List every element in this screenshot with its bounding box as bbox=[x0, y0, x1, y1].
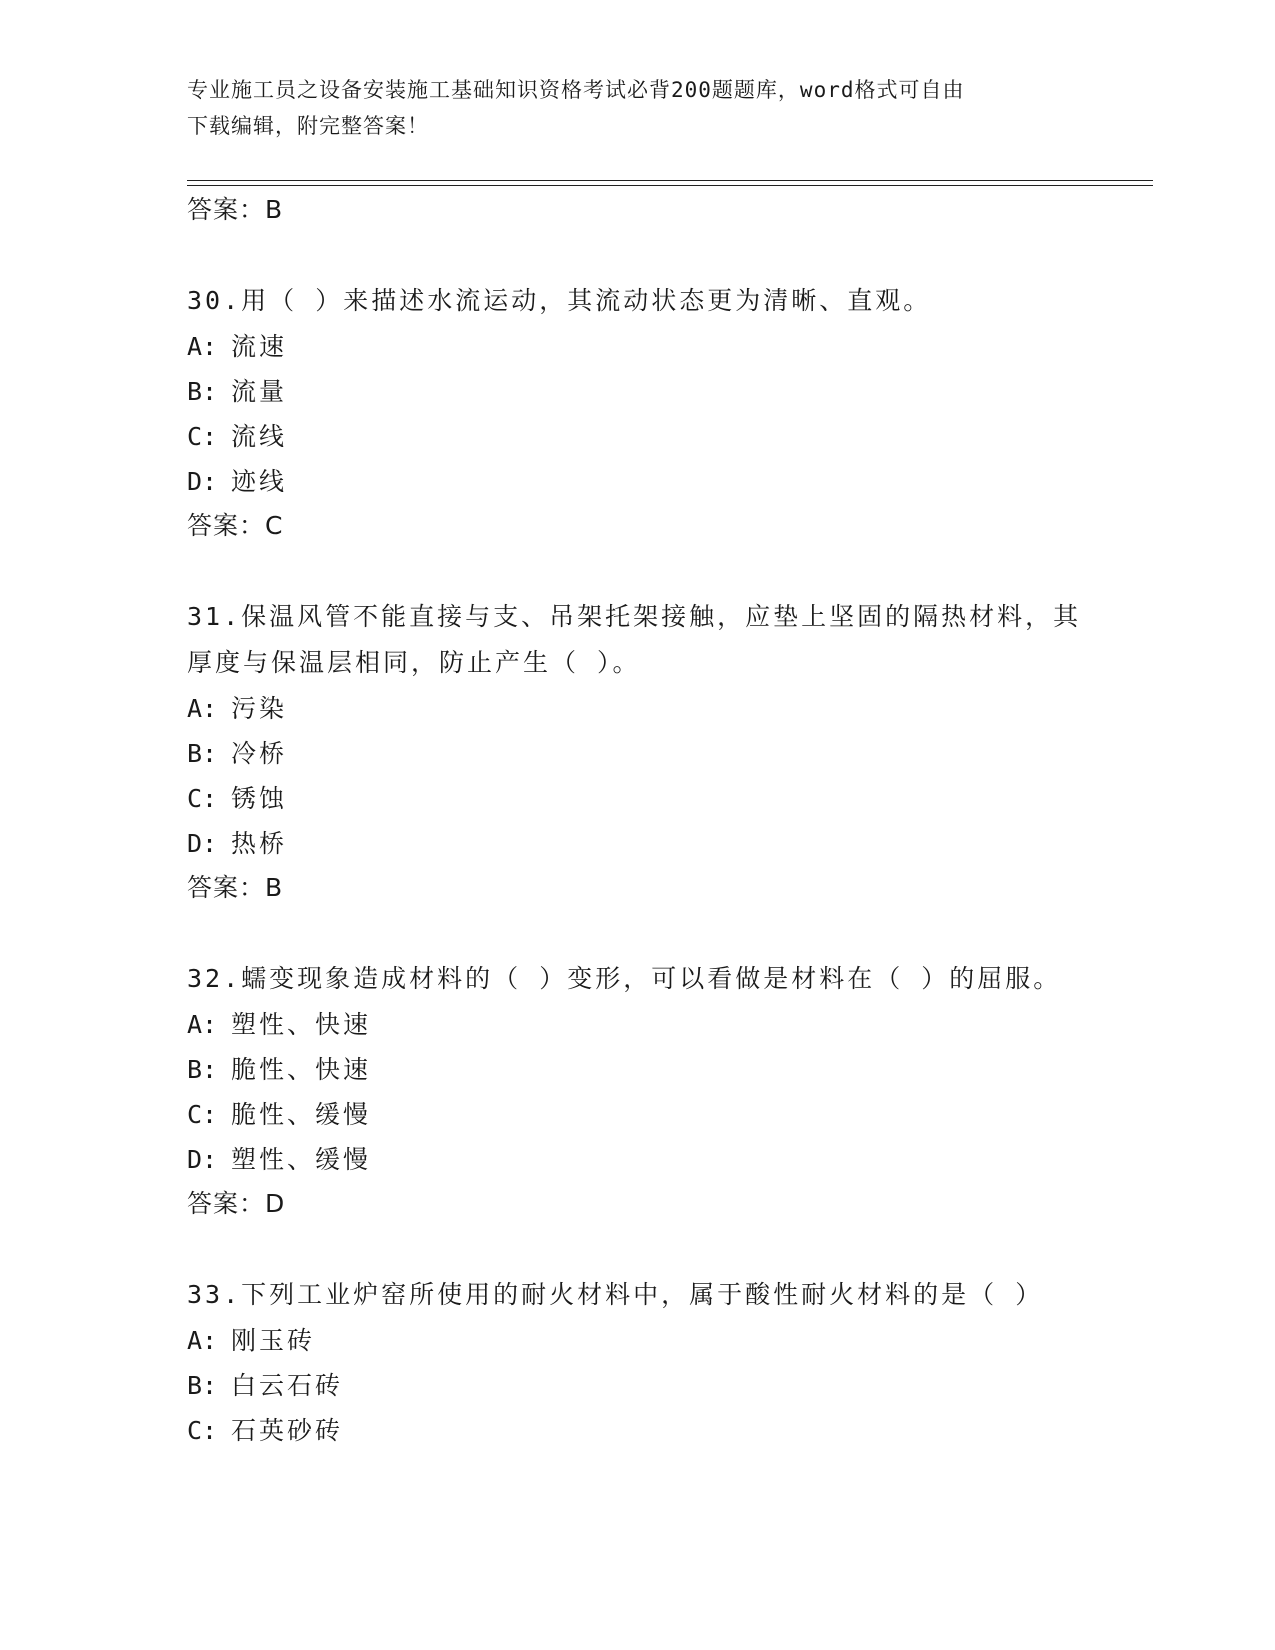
option-d bbox=[187, 459, 1087, 504]
header-rule-top bbox=[187, 180, 1153, 181]
header-line-2: 下载编辑，附完整答案！ bbox=[187, 114, 429, 138]
option-key: C: bbox=[187, 422, 218, 451]
option-text: 脆性、快速 bbox=[231, 1055, 372, 1084]
question-block-31 bbox=[187, 594, 1087, 910]
option-key: C: bbox=[187, 784, 218, 813]
option-text: 迹线 bbox=[231, 467, 288, 496]
question-block-33 bbox=[187, 1272, 1087, 1453]
option-a bbox=[187, 1318, 1087, 1363]
question-text: 30.用（ ）来描述水流运动，其流动状态更为清晰、直观。 bbox=[187, 286, 932, 315]
answer-line: 答案：B bbox=[187, 873, 284, 902]
option-text: 污染 bbox=[231, 694, 288, 723]
question-list bbox=[187, 188, 1087, 1453]
header-line-1: 专业施工员之设备安装施工基础知识资格考试必背200题题库，word格式可自由 bbox=[187, 78, 965, 102]
option-c bbox=[187, 1408, 1087, 1453]
header-rule-bottom bbox=[187, 185, 1153, 186]
option-text: 流线 bbox=[231, 422, 288, 451]
option-key: A: bbox=[187, 332, 218, 361]
option-text: 流速 bbox=[231, 332, 288, 361]
option-key: A: bbox=[187, 1326, 218, 1355]
option-b bbox=[187, 369, 1087, 414]
option-d bbox=[187, 821, 1087, 866]
question-block-30 bbox=[187, 278, 1087, 548]
option-b bbox=[187, 1047, 1087, 1092]
option-a bbox=[187, 686, 1087, 731]
question-block-32 bbox=[187, 956, 1087, 1226]
option-key: C: bbox=[187, 1416, 218, 1445]
option-text: 脆性、缓慢 bbox=[231, 1100, 372, 1129]
option-c bbox=[187, 776, 1087, 821]
option-a bbox=[187, 1002, 1087, 1047]
option-text: 锈蚀 bbox=[231, 784, 288, 813]
option-key: D: bbox=[187, 467, 218, 496]
option-text: 刚玉砖 bbox=[231, 1326, 316, 1355]
option-key: B: bbox=[187, 1055, 218, 1084]
option-key: B: bbox=[187, 1371, 218, 1400]
option-key: D: bbox=[187, 829, 218, 858]
option-key: D: bbox=[187, 1145, 218, 1174]
option-key: B: bbox=[187, 377, 218, 406]
option-a bbox=[187, 324, 1087, 369]
question-text: 31.保温风管不能直接与支、吊架托架接触，应垫上坚固的隔热材料，其厚度与保温层相同，防止产生（ ）。 bbox=[187, 602, 1082, 677]
option-text: 流量 bbox=[231, 377, 288, 406]
option-text: 石英砂砖 bbox=[231, 1416, 344, 1445]
option-b bbox=[187, 1363, 1087, 1408]
option-b bbox=[187, 731, 1087, 776]
option-c bbox=[187, 1092, 1087, 1137]
option-text: 冷桥 bbox=[231, 739, 288, 768]
answer-line: 答案：B bbox=[187, 195, 284, 224]
page-header bbox=[187, 72, 1067, 144]
option-key: B: bbox=[187, 739, 218, 768]
option-key: A: bbox=[187, 1010, 218, 1039]
option-key: C: bbox=[187, 1100, 218, 1129]
option-d bbox=[187, 1137, 1087, 1182]
answer-line: 答案：C bbox=[187, 511, 284, 540]
option-text: 热桥 bbox=[231, 829, 288, 858]
option-c bbox=[187, 414, 1087, 459]
answer-line: 答案：D bbox=[187, 1189, 286, 1218]
option-text: 白云石砖 bbox=[231, 1371, 344, 1400]
option-text: 塑性、缓慢 bbox=[231, 1145, 372, 1174]
question-text: 32.蠕变现象造成材料的（ ）变形，可以看做是材料在（ ）的屈服。 bbox=[187, 964, 1062, 993]
option-key: A: bbox=[187, 694, 218, 723]
question-text: 33.下列工业炉窑所使用的耐火材料中，属于酸性耐火材料的是（ ） bbox=[187, 1280, 1044, 1309]
option-text: 塑性、快速 bbox=[231, 1010, 372, 1039]
